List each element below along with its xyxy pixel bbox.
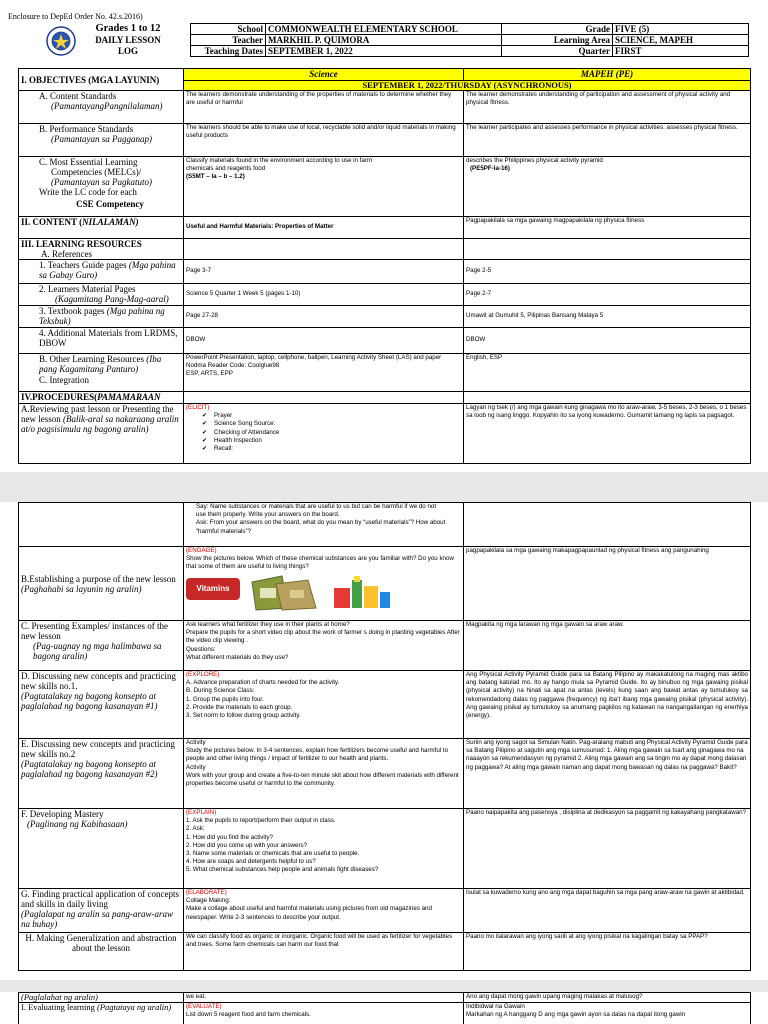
quarter-label: Quarter [502,46,613,57]
discussing-2-label: E. Discussing new concepts and practicing new skills no.2 [21,739,175,759]
developing-mastery-sub: (Paglinang ng Kabihasaan) [27,819,128,829]
explain-line: 3. Name some materials or chemicals that are useful to people. [186,850,360,858]
integration-label: C. Integration [39,375,89,385]
discussing-1-label: D. Discussing new concepts and practicing new skills no.1. [21,671,176,691]
content-standards-label: A. Content Standards [39,91,117,101]
application-pe: Isulat sa kuwaderno kung ano ang mga dapat baguhin sa mga pang araw-araw na gawin at aktibidad. [464,889,751,933]
science-subject-header: Science [184,69,464,81]
explore-step: 2. Provide the materials to each group. [186,703,293,711]
procedures-heading: IV.PROCEDURES(PAMAMARAAN [19,392,184,404]
presenting-science-3: Questions: [186,645,216,653]
activity-line: Study the pictures below. In 3-4 sentences, explain how fertilizers become useful and harmful to people and other living things / impact of fertilizer to our health and plants. [186,747,449,763]
ask-instruction: Ask: From your answers on the board, what do you mean by “useful materials”? How about “harmful materials”? [196,519,446,535]
performance-standards-science: The learners should be able to make use of local, recyclable solid and/or liquid materials in making useful products [184,124,464,157]
explain-line: 2. Ask: [186,825,205,833]
learning-area-value: SCIENCE, MAPEH [613,35,749,46]
teaching-dates-label: Teaching Dates [191,46,266,57]
elicit-item: ✔ Health Inspection [202,437,461,445]
presenting-pe: Magpakita ng mga larawan ng mga gawain sa araw araw. [464,621,751,671]
explore-tag: (EXPLORE) [186,671,220,678]
explain-line: 5. What chemical substances help people and animals fight diseases? [186,866,379,874]
additional-materials-science: DBOW [184,328,464,354]
elaborate-tag: (ELABORATE) [186,889,227,896]
content-standards-sub: (PamantayangPangnilalaman) [51,101,163,111]
melc-label-4: Write the LC code for each [39,187,137,197]
developing-mastery-pe: Paano naipapakita ang pasensya , disiplina at dedikasyon sa paggamit ng kakayahang pangkatawan? [464,809,751,889]
additional-materials-label: 4. Additional Materials from LRDMS, DBOW [19,328,184,354]
mapeh-subject-header: MAPEH (PE) [464,69,751,81]
melc-label-3: (Pamantayan sa Pagkatuto) [51,177,152,187]
other-resources-label: B. Other Learning Resources (Iba pang Kagamitang Panturo) [39,354,162,374]
grade-value: FIVE (5) [613,24,749,35]
say-instruction-2: use them properly. Write your answers on the board. [196,511,340,519]
generalization-pe-cont: Ano ang dapat mong gawin upang maging malakas at malusog? [464,993,751,1003]
integration-pe: English, ESP [464,354,751,392]
application-sub: (Paglalapat ng aralin sa pang-araw-araw na buhay) [21,909,174,929]
performance-standards-sub: (Pamantayan sa Pagganap) [51,134,152,144]
page-3 [0,992,768,1024]
discussing-2-pe: Suriin ang iyong sagot sa Simulan Natin. Pag-aralang mabuti ang Physical Activity Pyramid Guide para sa Batang Pilipino at sagutin ang mga sumusunod: 1. Aling mga gawain sa tsart ang ginagawa mo na naaayon sa rekumendasyon ng pyramid 2. Aling mga gawain ang sa tingin mo ay dapat mong dalasan ng paggawa? At aling mga gawain naman ang dapat mong bawasan ng dalas na paggawa? Bakit? [464,739,751,809]
content-science: Useful and Harmful Materials: Properties of Matter [184,217,464,239]
explore-step: B. During Science Class: [186,687,255,695]
presenting-science-2: Prepare the pupils for a short video clip about the work of farmer s doing in planting vegetables After the video clip viewing . [186,629,460,645]
header-info-table [190,23,749,57]
elicit-item: ✔ Science Song Source: [202,420,461,428]
chemical-pictures [186,574,461,612]
elaborate-line: Make a collage about useful and harmful materials using pictures from old magazines and newspaper. Write 2-3 sentences to describe your output. [186,905,432,921]
reviewing-lesson-pe: Lagyan ng tsek (/) ang mga gawain kung ginagawa mo ito araw-araw, 3-5 beses, 2-3 beses, o 1 beses sa loob ng isang linggo. Kopyahin ito sa iyong kuwaderno. Gumamit lamang ng lapis sa pagsagot. [464,404,751,464]
generalization-science-cont: we eat. [184,993,464,1003]
other-resources-science-1: PowerPoint Presentation, laptop, cellphone, ballpen, Learning Activity Sheet (LAS) and paper [186,354,442,361]
dll-table-page-1 [18,68,751,464]
evaluating-label: I. Evaluating learning (Pagtataya ng aralin) [19,1003,184,1024]
performance-standards-pe: The learner participates and assesses performance in physical activities. assesses physical fitness. [464,124,751,157]
presenting-examples-label: C. Presenting Examples/ instances of the new lesson [21,621,168,641]
explain-tag: (EXPLAIN) [186,809,217,816]
other-resources-science-2: Nodma Reader Code: Coolglue98 [186,362,280,370]
melc-pe-1: describes the Philippines physical activity pyramid [466,157,603,164]
page-2 [0,502,768,980]
dll-table-page-3 [18,992,751,1024]
dll-table-page-2 [18,502,751,971]
explore-step: 1. Group the pupils into four. [186,695,264,703]
learners-material-label: 2. Learners Material Pages [39,284,136,294]
explore-step: 3. Set norm to follow during group activity. [186,712,301,720]
discussing-2-sub: (Pagtatalakay ng bagong konsepto at paglalahad ng bagong kasanayan #2) [21,759,158,779]
generalization-label: H. Making Generalization and abstraction about the lesson [19,933,184,971]
reviewing-lesson-label: A.Reviewing past lesson or Presenting the new lesson (Balik-aral sa nakaraang aralin at/o pagsisimula ng bagong aralin) [19,404,184,464]
generalization-sub: (Paglalahat ng aralin) [19,993,184,1003]
teachers-guide-pe: Page 2-5 [464,260,751,284]
presenting-science-4: What different materials do they use? [186,653,289,661]
learners-material-science: Science 5 Quarter 1 Week 5 (pages 1-10) [184,284,464,306]
elicit-tag: (ELICIT) [186,404,210,411]
learners-material-pe: Page 2-7 [464,284,751,306]
fertilizer-bags-image [246,574,326,612]
melc-science-1: Classify materials found in the environment according to use in farm [186,157,373,164]
explain-line: 4. How are soaps and detergents helpful to us? [186,858,316,866]
school-value: COMMONWEALTH ELEMENTARY SCHOOL [266,24,502,35]
content-standards-science: The learners demonstrate understanding of the properties of materials to determine whether they are useful or harmful [184,91,464,124]
explain-line: 1. How did you find the activity? [186,833,274,841]
enclosure-note: Enclosure to DepEd Order No. 42.s.2016) [8,12,143,21]
learning-area-label: Learning Area [502,35,613,46]
evaluate-science: List down 5 reagent food and farm chemicals. [186,1011,311,1019]
evaluate-pe-2: Markahan ng A hanggang D ang mga gawin ayon sa dalas na dapat itong gawin [466,1011,686,1019]
elicit-item: ✔ Checking of Attendance [202,429,461,437]
teacher-label: Teacher [191,35,266,46]
activity-line: Work with your group and create a five-to-ten minute skit about how different materials with different properties become useful or harmful to the community. [186,771,459,788]
developing-mastery-label: F. Developing Mastery [21,809,104,819]
purpose-sub: (Paghahabi sa layunin ng aralin) [21,583,142,594]
textbook-label: 3. Textbook pages (Mga pahina ng Teksbuk) [19,306,184,328]
vitamins-image: Vitamins [186,578,240,600]
references-label: A. References [41,249,92,259]
presenting-science-1: Ask learners what fertilizer they use in their plants at home? [186,621,350,628]
melc-science-code: (S5MT – Ia – b – 1.2) [186,173,245,181]
content-pe: Pagpapakilala sa mga gawaing magpapakilala ng physica fitness [464,217,751,239]
evaluate-pe-1: Indibidwal na Gawain [466,1003,525,1010]
chemical-products-image [332,574,392,612]
additional-materials-pe: DBOW [464,328,751,354]
page-1 [0,0,768,472]
content-heading: II. CONTENT (NILALAMAN) [19,217,184,239]
presenting-examples-sub: (Pag-uugnay ng mga halimbawa sa bagong aralin) [33,641,162,661]
generalization-pe: Paano mo ilalarawan ang iyong sarili at ang iyong pisikal na kagalingan batay sa PPAP? [464,933,751,971]
elaborate-line: Collage Making: [186,897,231,905]
session-date: SEPTEMBER 1, 2022/THURSDAY (ASYNCHRONOUS) [184,81,751,91]
objectives-heading: I. OBJECTIVES (MGA LAYUNIN) [19,69,184,91]
melc-science-2: chemicals and reagents food [186,165,266,173]
application-label: G. Finding practical application of concepts and skills in daily living [21,889,179,909]
performance-standards-label: B. Performance Standards [39,124,134,134]
engage-tag: (ENGAGE) [186,547,217,554]
learners-material-sub: (Kagamitang Pang-Mag-aaral) [55,294,169,304]
quarter-value: FIRST [613,46,749,57]
deped-seal-icon [46,26,76,56]
discussing-1-sub: (Pagtatalakay ng bagong konsepto at paglalahad ng bagong kasanayan #1) [21,691,158,711]
teacher-value: MARKHIL P. QUIMORA [266,35,502,46]
purpose-label: B.Establishing a purpose of the new lesson [21,573,176,584]
say-instruction-1: Say: Name substances or materials that are useful to us but can be harmful if we do not [196,503,437,510]
explain-line: 1. Ask the pupils to report/perform their output in class. [186,817,336,825]
activity-line: Activity [186,763,206,771]
integration-science: ESP, ARTS, EPP [186,370,233,378]
learning-resources-heading: III. LEARNING RESOURCES [21,239,142,249]
grade-label: Grade [502,24,613,35]
melc-label-1: C. Most Essential Learning [39,157,138,167]
engage-text: Show the pictures below. Which of these chemical substances are you familiar with? Do you know that some of them are useful to living things? [186,555,454,571]
content-standards-pe: The learner demonstrates understanding of participation and assessment of physical activity and physical fitness. [464,91,751,124]
elicit-item: ✔ Prayer [202,412,461,420]
discussing-1-pe: Ang Physical Activity Pyramid Guide para sa Batang Pilipino ay makakatulong na maging mas aktibo ang batang katulad mo. Ito ay hango mula sa Pyramid Guide. Ito ay binubuo ng mga gawaing pisikal (physical activity) na hinati sa apat na antas (levels) kung saan ang bawat antas ay tumutukoy sa rekomendadong dalas ng paggawa (frequency) ng iba’t ibang mga gawaing pisikal (physical activity). Ang gawaing pisikal ay tumutukoy sa anumang pagkilos ng katawan na nangangailangan ng enerhiya (energy). [464,671,751,739]
activity-line: Activity [186,739,206,746]
melc-pe-code: (PE5PF-Ia-16) [470,165,510,173]
explain-line: 2. How did you come up with your answers? [186,841,308,849]
cse-competency-label: CSE Competency [76,199,144,209]
school-label: School [191,24,266,35]
textbook-pe: Umawit at Gumuhit 5, Pilipinas Bansang Malaya 5 [464,306,751,328]
teachers-guide-science: Page 3-7 [184,260,464,284]
purpose-pe: pagpapakilala sa mga gawaing makapagpapaunlad ng physical fitness ang pangunahing [464,547,751,621]
elicit-item: ✔ Recall: [202,445,461,453]
evaluate-tag: (EVALUATE) [186,1003,222,1010]
textbook-science: Page 27-28 [184,306,464,328]
teachers-guide-label: 1. Teachers Guide pages (Mga pahina sa Gabay Guro) [19,260,184,284]
teaching-dates-value: SEPTEMBER 1, 2022 [266,46,502,57]
elicit-list [186,412,461,453]
melc-label-2: Competencies (MELCs)/ [51,167,142,177]
page-gap [0,472,768,502]
explore-step: A. Advance preparation of charts needed for the activity. [186,679,340,687]
page-gap [0,980,768,992]
generalization-science: We can classify food as organic or inorganic. Organic food will be used as fertilizer for vegetables and trees. Some farm chemicals can harm our food that [184,933,464,971]
header-title: Grades 1 to 12 DAILY LESSON LOG [95,23,161,56]
